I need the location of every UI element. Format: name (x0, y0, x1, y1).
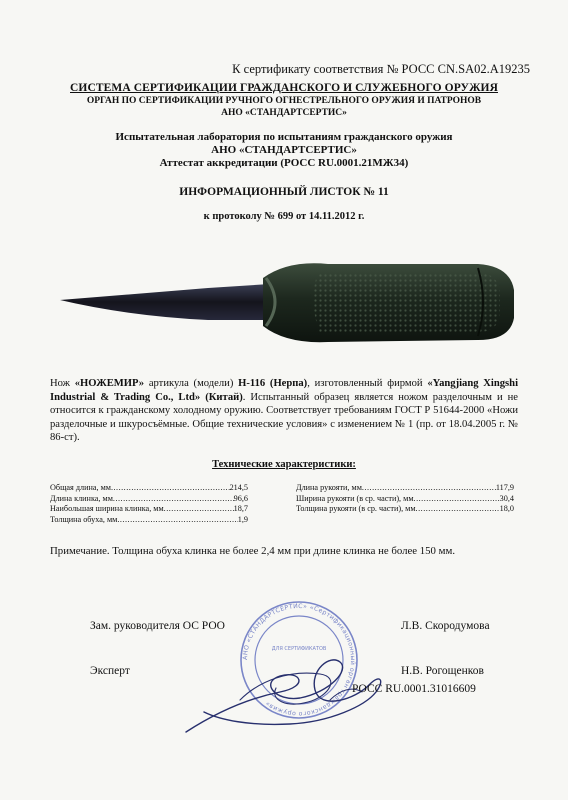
lab-org: АНО «СТАНДАРТСЕРТИС» (211, 144, 357, 156)
model-name: Н-116 (Нерпа) (238, 378, 308, 389)
manufacturer-name: «Yangjiang Xingshi Industrial & Trading Co., Ltd» (Китай) (50, 378, 519, 403)
spec-row: Наибольшая ширина клинка, мм ..... 18,7 (50, 504, 248, 515)
spec-row: Толщина рукояти (в ср. части), мм ..... 18,0 (296, 504, 514, 515)
stamp-center-text: ДЛЯ СЕРТИФИКАТОВ (271, 646, 327, 652)
description-paragraph: Нож «НОЖЕМИР» артикула (модели) Н-116 (Нерпа), изготовленный фирмой «Yangjiang Xingshi Industrial & Trading Co., Ltd» (Китай). Испытанный образец является ножом разделочным и не относится к гражданскому холодному оружию. Соответствует требованиям ГОСТ Р 51644-2000 «Ножи разделочные и шкуросъёмные. Общие технические условия» с изменением № 1 (пр. от 18.04.2005 г. № 86-ст). (50, 378, 519, 443)
authority-title: ОРГАН ПО СЕРТИФИКАЦИИ РУЧНОГО ОГНЕСТРЕЛЬНОГО ОРУЖИЯ И ПАТРОНОВ (86, 96, 482, 106)
spec-row: Толщина обуха, мм ..... 1,9 (50, 515, 248, 526)
tech-spec-title: Технические характеристики: (212, 459, 356, 470)
system-title: СИСТЕМА СЕРТИФИКАЦИИ ГРАЖДАНСКОГО И СЛУЖЕБНОГО ОРУЖИЯ (70, 82, 498, 94)
specs-right-list (296, 483, 514, 515)
certificate-reference: К сертификату соответствия № РОСС CN.SA02.A19235 (232, 62, 530, 76)
protocol-reference: к протоколу № 699 от 14.11.2012 г. (203, 211, 365, 222)
deputy-head-name: Л.В. Скородумова (401, 620, 490, 632)
blade (60, 284, 270, 320)
specs-left-list (50, 483, 248, 525)
stamp-ring-text: АНО «СТАНДАРТСЕРТИС» «Сертификационный орган гражданского оружия» (241, 602, 357, 718)
expert-name: Н.В. Рогощенков (401, 665, 484, 677)
authority-org: АНО «СТАНДАРТСЕРТИС» (221, 108, 347, 118)
lab-title: Испытательная лаборатория по испытаниям гражданского оружия (115, 131, 453, 143)
note-text: Примечание. Толщина обуха клинка не более 2,4 мм при длине клинка не более 150 мм. (50, 545, 456, 557)
knife-image (58, 238, 516, 358)
info-sheet-title: ИНФОРМАЦИОННЫЙ ЛИСТОК № 11 (179, 186, 389, 198)
spec-row: Общая длина, мм ..... 214,5 (50, 483, 248, 494)
deputy-head-role: Зам. руководителя ОС РОО (90, 620, 225, 632)
expert-role: Эксперт (90, 665, 130, 677)
spec-row: Длина рукояти, мм ..... 117,9 (296, 483, 514, 494)
expert-registration: РОСС RU.0001.31016609 (352, 683, 476, 695)
spec-row: Ширина рукояти (в ср. части), мм ..... 30,4 (296, 494, 514, 505)
spec-row: Длина клинка, мм ..... 96,6 (50, 494, 248, 505)
lab-accreditation: Аттестат аккредитации (РОСС RU.0001.21МЖ34) (159, 157, 409, 169)
brand-name: «НОЖЕМИР» (74, 378, 145, 389)
